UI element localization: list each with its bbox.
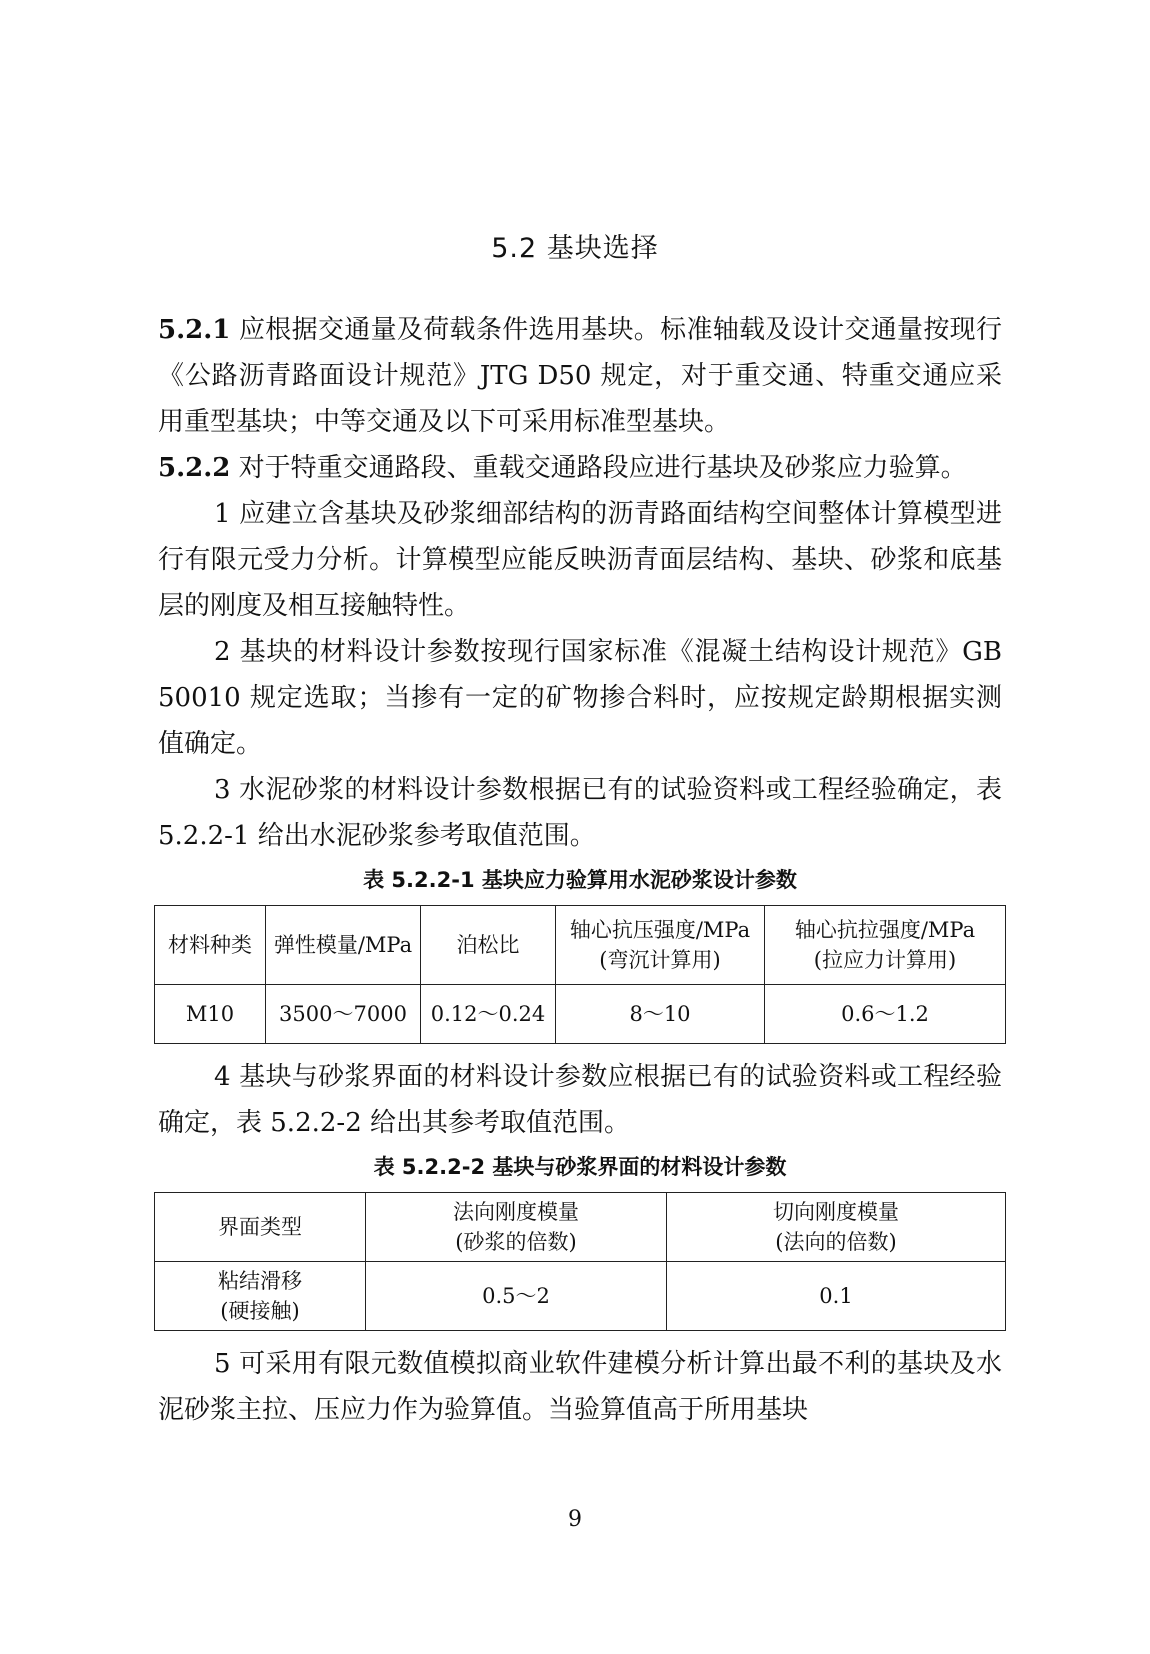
section-title: 5.2 基块选择 [491, 233, 659, 264]
header-tensile-line1: 轴心抗拉强度/MPa [794, 918, 976, 942]
clause-5-2-2 [158, 445, 1002, 491]
header-normal-line2: (砂浆的倍数) [455, 1230, 577, 1254]
header-tangential-stiffness [667, 1193, 1006, 1262]
clause-text: 应根据交通量及荷载条件选用基块。标准轴载及设计交通量按现行《公路沥青路面设计规范》JTG D50 规定，对于重交通、特重交通应采用重型基块；中等交通及以下可采用标准型基块。 [158, 315, 1002, 437]
header-compressive-line2: (弯沉计算用) [599, 948, 721, 972]
header-poisson [421, 906, 556, 985]
header-normal-stiffness [366, 1193, 667, 1262]
table-header-row [155, 906, 1006, 985]
cell-material: M10 [155, 985, 266, 1044]
header-poisson-text: 泊松比 [456, 933, 520, 957]
table-header-row [155, 1193, 1006, 1262]
header-tensile-line2: (拉应力计算用) [813, 948, 957, 972]
table1-caption: 表 5.2.2-1 基块应力验算用水泥砂浆设计参数 [363, 868, 797, 892]
cell-normal-stiffness: 0.5～2 [366, 1262, 667, 1331]
clause-number: 5.2.2 [158, 453, 231, 483]
header-material: 材料种类 [155, 906, 266, 985]
cell-tangential-stiffness: 0.1 [667, 1262, 1006, 1331]
page-number: 9 [568, 1507, 582, 1532]
header-tensile [765, 906, 1006, 985]
cell-interface-type [155, 1262, 366, 1331]
clause-5-2-1 [158, 307, 1002, 445]
spacer [158, 1331, 1002, 1341]
header-tangential-line2: (法向的倍数) [775, 1230, 897, 1254]
cell-compressive: 8～10 [556, 985, 765, 1044]
item-3: 3 水泥砂浆的材料设计参数根据已有的试验资料或工程经验确定，表 5.2.2-1 给出水泥砂浆参考取值范围。 [158, 775, 1002, 851]
header-modulus: 弹性模量/MPa [266, 906, 421, 985]
cell-poisson: 0.12～0.24 [421, 985, 556, 1044]
header-normal-line1: 法向刚度模量 [453, 1200, 579, 1224]
spacer [158, 1044, 1002, 1054]
item-4: 4 基块与砂浆界面的材料设计参数应根据已有的试验资料或工程经验确定，表 5.2.2-2 给出其参考取值范围。 [158, 1062, 1002, 1138]
cell-modulus: 3500～7000 [266, 985, 421, 1044]
clause-text: 对于特重交通路段、重载交通路段应进行基块及砂浆应力验算。 [230, 453, 967, 483]
cell-interface-type-line1: 粘结滑移 [218, 1269, 302, 1293]
document-body [158, 307, 1002, 1433]
header-interface-type: 界面类型 [155, 1193, 366, 1262]
clause-number: 5.2.1 [158, 315, 231, 345]
cell-interface-type-line2: (硬接触) [220, 1299, 300, 1323]
header-tangential-line1: 切向刚度模量 [773, 1200, 899, 1224]
cell-tensile: 0.6～1.2 [765, 985, 1006, 1044]
table2-caption: 表 5.2.2-2 基块与砂浆界面的材料设计参数 [373, 1155, 787, 1179]
header-compressive-line1: 轴心抗压强度/MPa [569, 918, 751, 942]
item-2: 2 基块的材料设计参数按现行国家标准《混凝土结构设计规范》GB 50010 规定选取；当掺有一定的矿物掺合料时，应按规定龄期根据实测值确定。 [158, 637, 1002, 759]
item-5: 5 可采用有限元数值模拟商业软件建模分析计算出最不利的基块及水泥砂浆主拉、压应力作为验算值。当验算值高于所用基块 [158, 1349, 1002, 1425]
table-mortar-parameters [154, 905, 1006, 1044]
table-interface-parameters [154, 1192, 1006, 1331]
table-row [155, 985, 1006, 1044]
header-compressive [556, 906, 765, 985]
table-row [155, 1262, 1006, 1331]
item-1: 1 应建立含基块及砂浆细部结构的沥青路面结构空间整体计算模型进行有限元受力分析。计算模型应能反映沥青面层结构、基块、砂浆和底基层的刚度及相互接触特性。 [158, 499, 1002, 621]
